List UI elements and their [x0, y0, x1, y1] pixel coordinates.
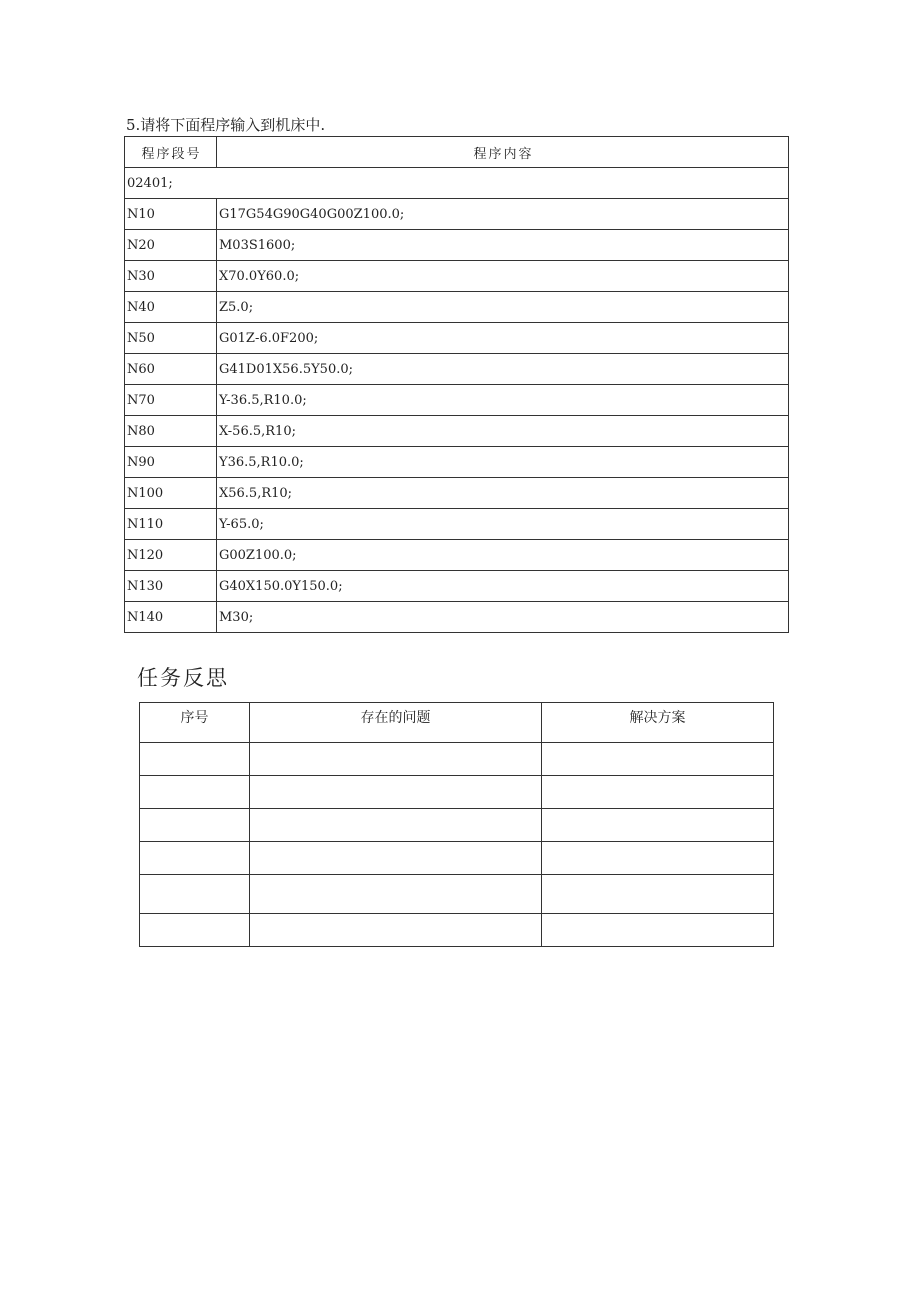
table-row — [125, 571, 789, 602]
segment-number: N130 — [125, 571, 217, 602]
segment-code: G40X150.0Y150.0; — [217, 571, 789, 602]
table-row — [125, 292, 789, 323]
reflection-title: 任务反思 — [137, 666, 229, 690]
empty-cell — [250, 842, 542, 875]
segment-code: X-56.5,R10; — [217, 416, 789, 447]
header-segment-number: 程序段号 — [125, 137, 217, 168]
empty-cell — [542, 875, 774, 914]
header-serial-number: 序号 — [140, 703, 250, 743]
table-row — [125, 354, 789, 385]
table-row — [140, 809, 774, 842]
segment-code: M30; — [217, 602, 789, 633]
table-row — [125, 447, 789, 478]
table-row — [125, 261, 789, 292]
segment-number: N80 — [125, 416, 217, 447]
program-title-row — [125, 168, 789, 199]
empty-cell — [542, 809, 774, 842]
table-row — [125, 199, 789, 230]
empty-cell — [140, 875, 250, 914]
segment-code: X70.0Y60.0; — [217, 261, 789, 292]
segment-number: N70 — [125, 385, 217, 416]
segment-code: Y-36.5,R10.0; — [217, 385, 789, 416]
segment-number: N20 — [125, 230, 217, 261]
empty-cell — [542, 776, 774, 809]
empty-cell — [250, 875, 542, 914]
segment-code: G01Z-6.0F200; — [217, 323, 789, 354]
segment-number: N30 — [125, 261, 217, 292]
segment-code: M03S1600; — [217, 230, 789, 261]
segment-number: N40 — [125, 292, 217, 323]
segment-code: X56.5,R10; — [217, 478, 789, 509]
table-row — [140, 914, 774, 947]
table-header-row — [125, 137, 789, 168]
segment-code: G17G54G90G40G00Z100.0; — [217, 199, 789, 230]
segment-number: N120 — [125, 540, 217, 571]
question-heading: 5.请将下面程序输入到机床中. — [126, 116, 326, 134]
empty-cell — [140, 776, 250, 809]
segment-number: N50 — [125, 323, 217, 354]
empty-cell — [140, 842, 250, 875]
empty-cell — [542, 914, 774, 947]
segment-code: Z5.0; — [217, 292, 789, 323]
table-row — [140, 875, 774, 914]
table-row — [140, 776, 774, 809]
segment-code: G41D01X56.5Y50.0; — [217, 354, 789, 385]
header-problems: 存在的问题 — [250, 703, 542, 743]
table-row — [140, 842, 774, 875]
segment-number: N90 — [125, 447, 217, 478]
empty-cell — [542, 743, 774, 776]
empty-cell — [140, 914, 250, 947]
segment-code: G00Z100.0; — [217, 540, 789, 571]
empty-cell — [250, 809, 542, 842]
table-header-row — [140, 703, 774, 743]
segment-number: N140 — [125, 602, 217, 633]
table-row — [125, 509, 789, 540]
table-row — [125, 478, 789, 509]
segment-number: N60 — [125, 354, 217, 385]
segment-number: N110 — [125, 509, 217, 540]
segment-code: Y-65.0; — [217, 509, 789, 540]
table-row — [125, 323, 789, 354]
empty-cell — [250, 914, 542, 947]
empty-cell — [250, 776, 542, 809]
table-row — [140, 743, 774, 776]
table-row — [125, 602, 789, 633]
program-number: 02401; — [125, 168, 789, 199]
empty-cell — [140, 743, 250, 776]
reflection-table — [139, 702, 774, 947]
segment-number: N10 — [125, 199, 217, 230]
table-row — [125, 416, 789, 447]
empty-cell — [140, 809, 250, 842]
table-row — [125, 540, 789, 571]
segment-number: N100 — [125, 478, 217, 509]
program-table — [124, 136, 789, 633]
segment-code: Y36.5,R10.0; — [217, 447, 789, 478]
header-program-content: 程序内容 — [217, 137, 789, 168]
empty-cell — [542, 842, 774, 875]
table-row — [125, 385, 789, 416]
empty-cell — [250, 743, 542, 776]
header-solutions: 解决方案 — [542, 703, 774, 743]
table-row — [125, 230, 789, 261]
